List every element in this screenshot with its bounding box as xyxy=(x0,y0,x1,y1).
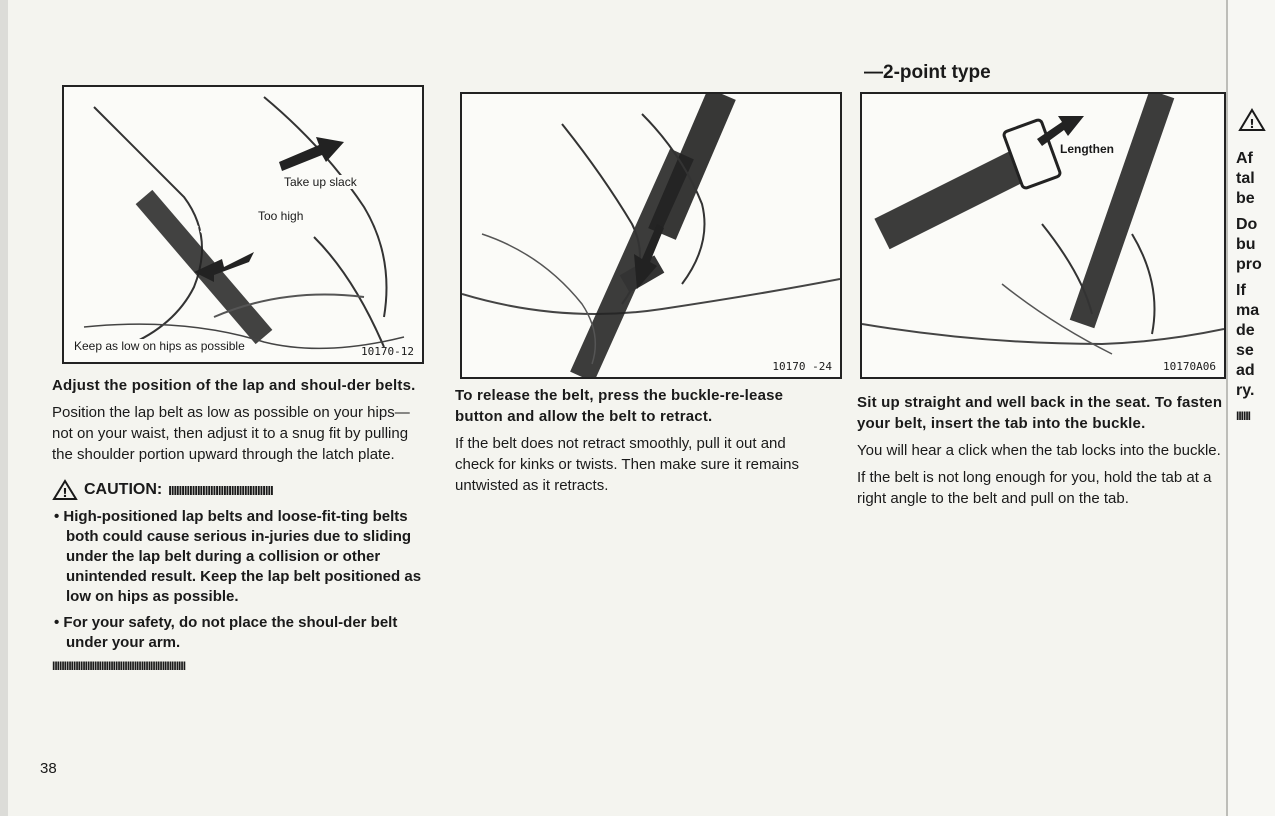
caution-item-text: For your safety, do not place the shoul-der belt under your arm. xyxy=(63,614,398,651)
label-too-high: Too high xyxy=(258,209,304,223)
warning-triangle-icon xyxy=(52,479,78,501)
section-title-2-point-type: —2-point type xyxy=(864,62,991,83)
figure-release-belt xyxy=(460,92,842,379)
label-lengthen: Lengthen xyxy=(1060,142,1114,156)
adjust-heading: Adjust the position of the lap and shoul-der belts. xyxy=(52,377,416,394)
figure-code: 10170 -24 xyxy=(772,360,832,373)
edge-bars: IIIIII xyxy=(1236,409,1251,423)
edge-line: bu xyxy=(1236,236,1256,253)
caution-item-text: High-positioned lap belts and loose-fit-ting belts both could cause serious in-juries due to sliding under the lap belt during a collision or other unintended result. Keep the lap belt positioned as low on hips as possible. xyxy=(63,508,422,605)
caution-list xyxy=(52,507,422,653)
fasten-body-2: If the belt is not long enough for you, hold the tab at a right angle to the belt and pull on the tab. xyxy=(857,469,1212,507)
edge-line: Do xyxy=(1236,216,1258,233)
figure-fasten-belt xyxy=(860,92,1226,379)
label-keep-low: Keep as low on hips as possible xyxy=(74,339,245,353)
middle-column xyxy=(455,385,827,502)
caution-item: • For your safety, do not place the shoul-der belt under your arm. xyxy=(54,614,398,651)
svg-text:!: ! xyxy=(1249,117,1255,131)
edge-line: tal xyxy=(1236,170,1255,187)
page-number: 38 xyxy=(40,760,57,777)
label-take-up-slack: Take up slack xyxy=(284,175,357,189)
figure-code: 10170A06 xyxy=(1163,360,1216,373)
end-bars: IIIIIIIIIIIIIIIIIIIIIIIIIIIIIIIIIIIIIIIIIIIIIIIIIIIIIIIII xyxy=(52,659,186,673)
release-heading: To release the belt, press the buckle-re-lease button and allow the belt to retract. xyxy=(455,387,784,425)
svg-text:!: ! xyxy=(62,486,68,500)
left-column xyxy=(52,375,422,673)
edge-warning-triangle-icon xyxy=(1238,108,1266,132)
fasten-body-1: You will hear a click when the tab locks into the buckle. xyxy=(857,442,1221,459)
caution-label: CAUTION: xyxy=(84,481,163,498)
adjust-body: Position the lap belt as low as possible on your hips—not on your waist, then adjust it to a snug fit by pulling the shoulder portion upward through the latch plate. xyxy=(52,404,410,463)
figure-lap-belt xyxy=(62,85,424,364)
caution-bars: IIIIIIIIIIIIIIIIIIIIIIIIIIIIIIIIIIIIIIII xyxy=(168,482,273,498)
release-belt-illustration xyxy=(462,94,840,377)
figure-code: 10170-12 xyxy=(361,345,414,358)
edge-line: ry. xyxy=(1236,382,1255,399)
edge-line: ad xyxy=(1236,362,1255,379)
caution-item: • High-positioned lap belts and loose-fit-ting belts both could cause serious in-juries due to sliding under the lap belt during a collision or other unintended result. Keep the lap belt positioned as low on hips as possible. xyxy=(54,508,422,605)
right-column xyxy=(857,392,1223,515)
fasten-heading: Sit up straight and well back in the seat. To fasten your belt, insert the tab into the buckle. xyxy=(857,394,1223,432)
edge-line: se xyxy=(1236,342,1254,359)
fasten-belt-illustration xyxy=(862,94,1224,377)
release-body: If the belt does not retract smoothly, pull it out and check for kinks or twists. Then make sure it remains untwisted as it retracts. xyxy=(455,435,800,494)
edge-line: ma xyxy=(1236,302,1260,319)
edge-line: pro xyxy=(1236,256,1262,273)
edge-line: Af xyxy=(1236,150,1253,167)
edge-line: be xyxy=(1236,190,1255,207)
edge-line: de xyxy=(1236,322,1255,339)
lap-belt-illustration xyxy=(64,87,422,362)
edge-line: If xyxy=(1236,282,1246,299)
caution-header xyxy=(52,479,422,501)
